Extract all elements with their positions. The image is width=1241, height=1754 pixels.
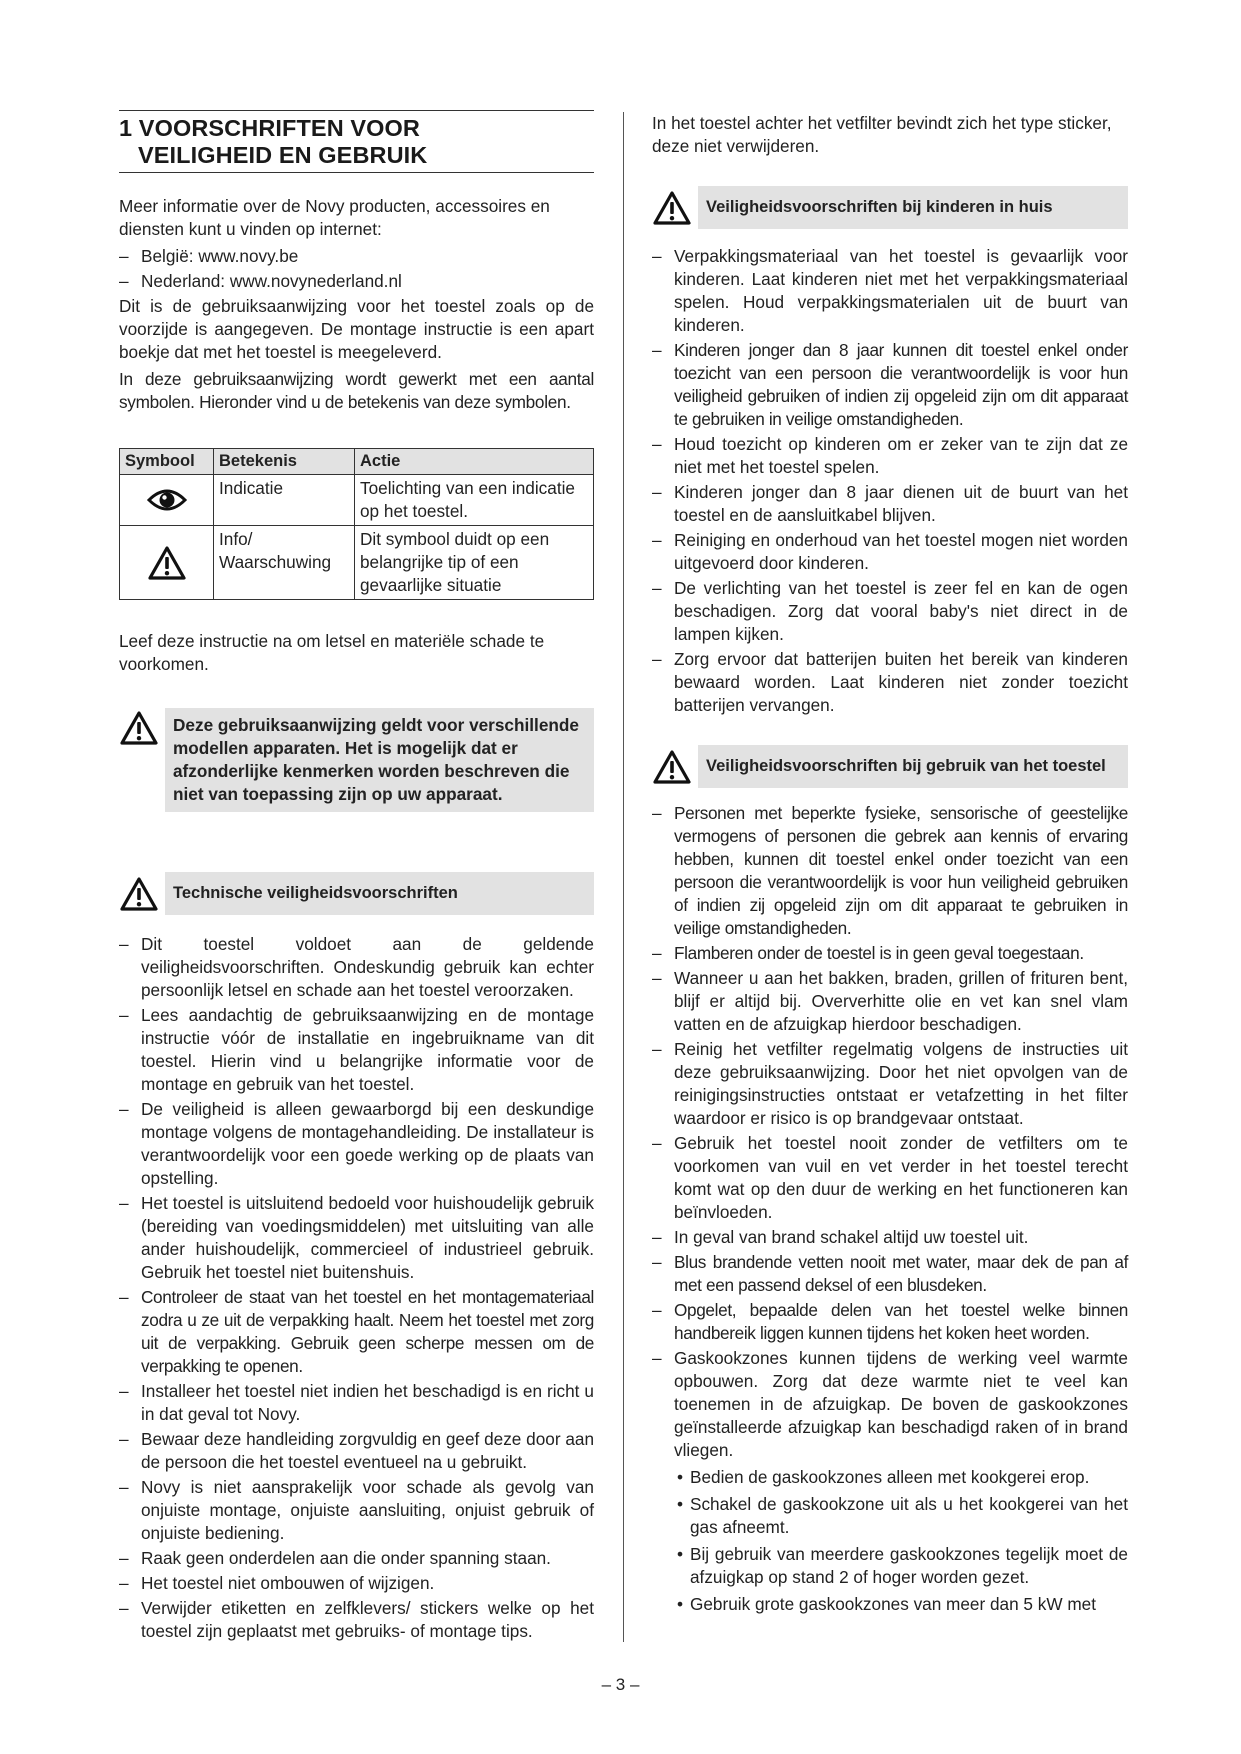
th-actie: Actie bbox=[355, 449, 594, 475]
bullet-item: • Schakel de gaskookzone uit als u het kookgerei van het gas afneemt. bbox=[674, 1493, 1128, 1539]
bullet-item: • Gebruik grote gaskookzones van meer dan 5 kW met bbox=[674, 1593, 1128, 1616]
right-column bbox=[652, 112, 1128, 1620]
table-row bbox=[120, 526, 594, 600]
list-item: – Verpakkingsmateriaal van het toestel is gevaarlijk voor kinderen. Laat kinderen niet met het verpakkingsmateriaal spelen. Houd verpakkingsmaterialen uit de buurt van kinderen. bbox=[652, 245, 1128, 337]
list-item: – Gebruik het toestel nooit zonder de vetfilters om te voorkomen van vuil en vet verder in het toestel terecht komt wat op den duur de werking en het functioneren kan beïnvloeden. bbox=[652, 1132, 1128, 1224]
models-note-text: Deze gebruiksaanwijzing geldt voor verschillende modellen apparaten. Het is mogelijk dat er afzonderlijke kenmerken worden beschreven die niet van toepassing zijn op uw apparaat. bbox=[165, 708, 594, 812]
action-cell: Dit symbool duidt op een belangrijke tip of een gevaarlijke situatie bbox=[355, 526, 594, 600]
warning-icon bbox=[652, 749, 698, 785]
section-title bbox=[119, 110, 594, 173]
meaning-cell: Indicatie bbox=[214, 475, 355, 526]
list-item: – Verwijder etiketten en zelfklevers/ stickers welke op het toestel zijn geplaatst met gebruiks- of montage tips. bbox=[119, 1597, 594, 1643]
symbols-paragraph: In deze gebruiksaanwijzing wordt gewerkt met een aantal symbolen. Hieronder vind u de betekenis van deze symbolen. bbox=[119, 369, 594, 412]
warning-icon bbox=[120, 526, 214, 600]
kids-safety-heading bbox=[652, 186, 1128, 229]
intro-paragraph: Meer informatie over de Novy producten, accessoires en diensten kunt u vinden op internet: bbox=[119, 196, 550, 239]
use-safety-list bbox=[652, 802, 1128, 1616]
th-betekenis: Betekenis bbox=[214, 449, 355, 475]
kids-safety-list bbox=[652, 245, 1128, 717]
eye-icon bbox=[120, 475, 214, 526]
list-item: – Het toestel niet ombouwen of wijzigen. bbox=[119, 1572, 594, 1595]
list-item: – Controleer de staat van het toestel en het montagemateriaal zodra u ze uit de verpakking haalt. Neem het toestel met zorg uit de verpakking. Gebruik geen scherpe messen om de verpakking te openen. bbox=[119, 1286, 594, 1378]
warning-icon bbox=[119, 708, 165, 746]
prevent-damage-paragraph: Leef deze instructie na om letsel en materiële schade te voorkomen. bbox=[119, 631, 545, 674]
meaning-cell: Info/ Waarschuwing bbox=[214, 526, 355, 600]
list-item bbox=[652, 1347, 1128, 1616]
list-item: – Opgelet, bepaalde delen van het toestel welke binnen handbereik liggen kunnen tijdens het koken heet worden. bbox=[652, 1299, 1128, 1345]
th-symbool: Symbool bbox=[120, 449, 214, 475]
list-item: – Wanneer u aan het bakken, braden, grillen of frituren bent, blijf er altijd bij. Oververhitte olie en vet kan snel vlam vatten en de afzuigkap hierdoor beschadigen. bbox=[652, 967, 1128, 1036]
list-item: – Raak geen onderdelen aan die onder spanning staan. bbox=[119, 1547, 594, 1570]
title-line-2: VEILIGHEID EN GEBRUIK bbox=[138, 142, 428, 168]
tech-safety-list bbox=[119, 933, 594, 1643]
manual-paragraph: Dit is de gebruiksaanwijzing voor het toestel zoals op de voorzijde is aangegeven. De montage instructie is een apart boekje dat met het toestel is meegeleverd. bbox=[119, 296, 594, 362]
sticker-paragraph: In het toestel achter het vetfilter bevindt zich het type sticker, deze niet verwijderen. bbox=[652, 113, 1112, 156]
action-cell: Toelichting van een indicatie op het toestel. bbox=[355, 475, 594, 526]
list-item: – Novy is niet aansprakelijk voor schade als gevolg van onjuiste montage, onjuiste aansluiting, onjuist gebruik of onjuiste bediening. bbox=[119, 1476, 594, 1545]
tech-safety-heading bbox=[119, 872, 594, 915]
models-note bbox=[119, 708, 594, 812]
tech-safety-heading-text: Technische veiligheidsvoorschriften bbox=[165, 872, 594, 915]
website-list bbox=[119, 245, 594, 293]
list-item: – Installeer het toestel niet indien het beschadigd is en richt u in dat geval tot Novy. bbox=[119, 1380, 594, 1426]
gas-zones-text: Gaskookzones kunnen tijdens de werking veel warmte opbouwen. Zorg dat deze warmte niet te veel kan toenemen in de afzuigkap. De boven de gaskookzones geïnstalleerde afzuigkap kan beschadigd raken of in brand vliegen. bbox=[674, 1348, 1128, 1460]
gas-bullet-list bbox=[674, 1466, 1128, 1616]
use-safety-heading-text: Veiligheidsvoorschriften bij gebruik van het toestel bbox=[698, 745, 1128, 788]
bullet-item: • Bedien de gaskookzones alleen met kookgerei erop. bbox=[674, 1466, 1128, 1489]
list-item: – Kinderen jonger dan 8 jaar dienen uit de buurt van het toestel en de aansluitkabel blijven. bbox=[652, 481, 1128, 527]
list-item: – Bewaar deze handleiding zorgvuldig en geef deze door aan de persoon die het toestel eventueel na u gebruikt. bbox=[119, 1428, 594, 1474]
list-item: – Het toestel is uitsluitend bedoeld voor huishoudelijk gebruik (bereiding van voedingsmiddelen) met uitsluiting van alle ander huishoudelijk, commercieel of industrieel gebruik. Gebruik het toestel niet buitenshuis. bbox=[119, 1192, 594, 1284]
title-line-1: 1 VOORSCHRIFTEN VOOR bbox=[119, 115, 421, 141]
warning-icon bbox=[119, 876, 165, 912]
list-item: – Lees aandachtig de gebruiksaanwijzing en de montage instructie vóór de installatie en ingebruikname van dit toestel. Hierin vind u belangrijke informatie voor de montage en gebruik van het toestel. bbox=[119, 1004, 594, 1096]
column-divider bbox=[623, 112, 624, 1642]
list-item: – Kinderen jonger dan 8 jaar kunnen dit toestel enkel onder toezicht van een persoon die verantwoordelijk is voor hun veiligheid gebruiken of indien zij opgeleid zijn om dit apparaat te gebruiken in veilige omstandigheden. bbox=[652, 339, 1128, 431]
list-item: – De veiligheid is alleen gewaarborgd bij een deskundige montage volgens de montagehandleiding. De installateur is verantwoordelijk voor een goede werking op de plaats van opstelling. bbox=[119, 1098, 594, 1190]
list-item: – Zorg ervoor dat batterijen buiten het bereik van kinderen bewaard worden. Laat kinderen niet zonder toezicht batterijen vervangen. bbox=[652, 648, 1128, 717]
page-number: – 3 – bbox=[601, 1675, 640, 1694]
list-item: – De verlichting van het toestel is zeer fel en kan de ogen beschadigen. Zorg dat vooral baby's niet direct in de lampen kijken. bbox=[652, 577, 1128, 646]
list-item: – Blus brandende vetten nooit met water, maar dek de pan af met een passend deksel of een blusdeken. bbox=[652, 1251, 1128, 1297]
use-safety-heading bbox=[652, 745, 1128, 788]
table-row bbox=[120, 475, 594, 526]
bullet-item: • Bij gebruik van meerdere gaskookzones tegelijk moet de afzuigkap op stand 2 of hoger worden gezet. bbox=[674, 1543, 1128, 1589]
list-item: – Flamberen onder de toestel is in geen geval toegestaan. bbox=[652, 942, 1128, 965]
left-column bbox=[119, 110, 594, 1645]
list-item: – In geval van brand schakel altijd uw toestel uit. bbox=[652, 1226, 1128, 1249]
symbol-table bbox=[119, 448, 594, 600]
list-item: – Houd toezicht op kinderen om er zeker van te zijn dat ze niet met het toestel spelen. bbox=[652, 433, 1128, 479]
list-item: – Personen met beperkte fysieke, sensorische of geestelijke vermogens of personen die gebrek aan kennis of ervaring hebben, kunnen dit toestel enkel onder toezicht van een persoon die verantwoordelijk is voor hun veiligheid gebruiken of indien zij opgeleid zijn om dit apparaat te gebruiken in veilige omstandigheden. bbox=[652, 802, 1128, 940]
list-item: – Reiniging en onderhoud van het toestel mogen niet worden uitgevoerd door kinderen. bbox=[652, 529, 1128, 575]
website-netherlands: – Nederland: www.novynederland.nl bbox=[119, 270, 594, 293]
list-item: – Dit toestel voldoet aan de geldende veiligheidsvoorschriften. Ondeskundig gebruik kan echter persoonlijk letsel en schade aan het toestel veroorzaken. bbox=[119, 933, 594, 1002]
website-belgium: – België: www.novy.be bbox=[119, 245, 594, 268]
kids-safety-heading-text: Veiligheidsvoorschriften bij kinderen in huis bbox=[698, 186, 1128, 229]
warning-icon bbox=[652, 190, 698, 226]
list-item: – Reinig het vetfilter regelmatig volgens de instructies uit deze gebruiksaanwijzing. Door het niet opvolgen van de reinigingsinstructies ontstaat er vetafzetting in het filter waardoor er risico is op brandgevaar ontstaat. bbox=[652, 1038, 1128, 1130]
